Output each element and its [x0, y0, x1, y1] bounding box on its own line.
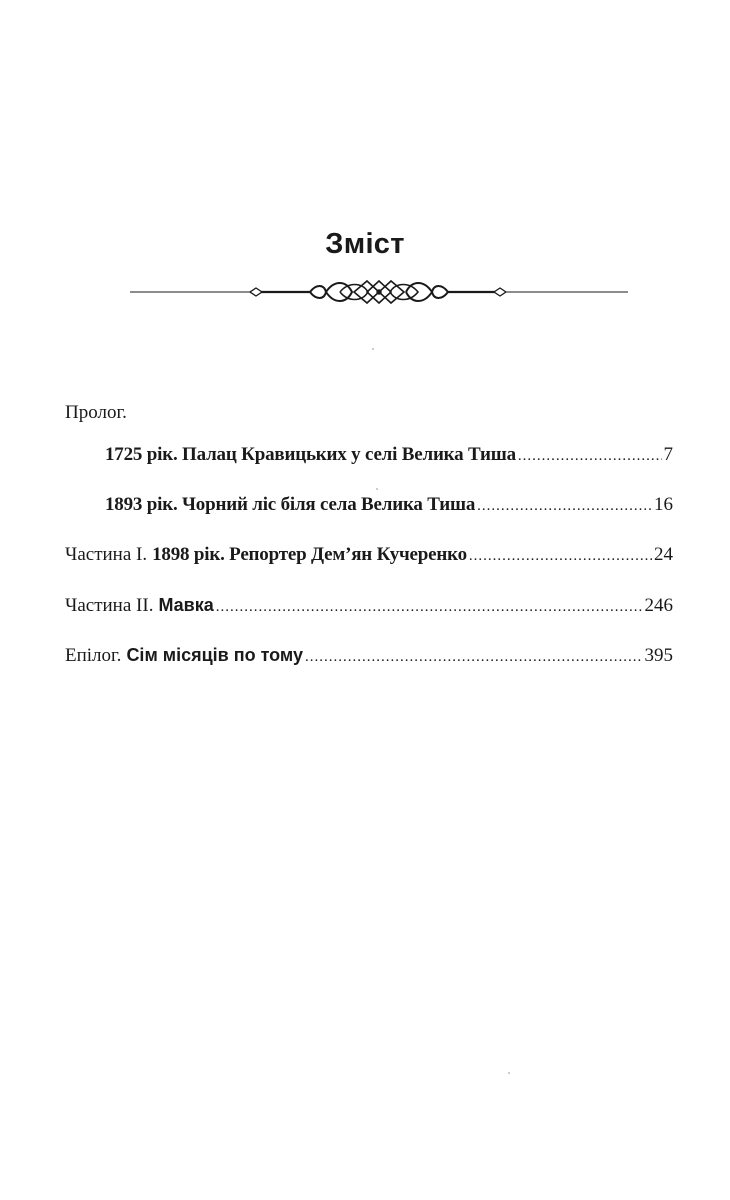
toc-page-number: 16: [654, 494, 673, 515]
toc-entry-title: 1893 рік. Чорний ліс біля села Велика Тиша: [105, 494, 476, 515]
toc-entry-1725: [65, 430, 673, 480]
toc-entry-part-2: [65, 580, 673, 630]
paper-speck: [508, 1072, 510, 1074]
toc-leader-dots: [216, 582, 643, 632]
toc-entry-title: Мавка: [158, 595, 214, 615]
toc-page-number: 7: [663, 444, 673, 465]
paper-speck: [372, 348, 374, 350]
toc-page-number: 24: [654, 544, 673, 565]
toc-leader-dots: [477, 481, 652, 531]
toc-entry-prefix: Епілог.: [65, 645, 122, 666]
paper-speck: [376, 488, 378, 490]
toc-leader-dots: [305, 632, 642, 682]
page-title: Зміст: [325, 228, 405, 260]
toc-entry-prefix: Частина І.: [65, 544, 148, 565]
toc-prologue-label: Пролог.: [65, 402, 127, 423]
toc-entry-epilogue: [65, 630, 673, 680]
toc-page-number: 246: [644, 595, 673, 616]
table-of-contents: [65, 396, 673, 680]
toc-entry-title: 1898 рік. Репортер Дем’ян Кучеренко: [152, 544, 467, 565]
scroll-divider-icon: [130, 276, 628, 308]
toc-entry-part-1: [65, 530, 673, 580]
toc-page-number: 395: [644, 645, 673, 666]
toc-entry-1893: [65, 480, 673, 530]
toc-entry-title: 1725 рік. Палац Кравицьких у селі Велика Тиша: [105, 444, 516, 465]
toc-leader-dots: [518, 431, 662, 481]
toc-entry-title: Сім місяців по тому: [126, 645, 304, 665]
toc-leader-dots: [469, 531, 652, 581]
toc-entry-prefix: Частина ІІ.: [65, 595, 154, 616]
